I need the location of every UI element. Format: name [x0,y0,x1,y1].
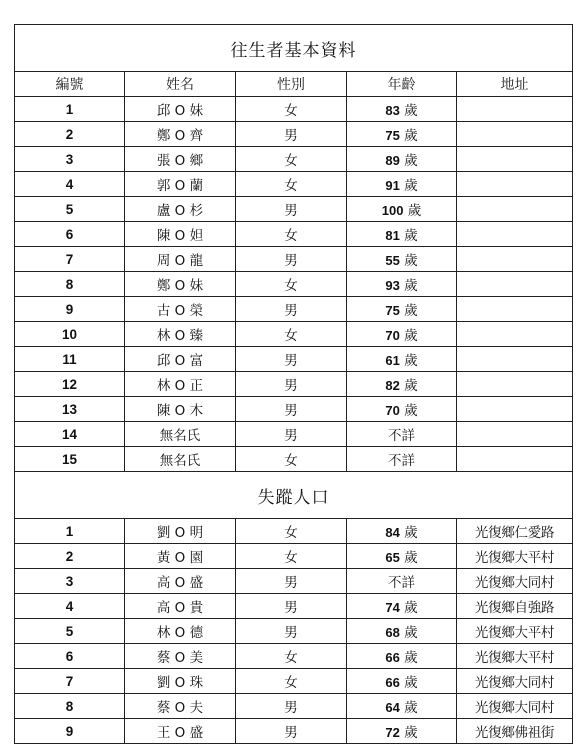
row-age [347,197,457,222]
row-name: 陳 O 妲 [125,222,236,247]
row-name: 邱 O 富 [125,347,236,372]
table-row [15,372,573,397]
row-number: 8 [15,694,125,719]
table-row [15,197,573,222]
row-number: 12 [15,372,125,397]
row-age [347,322,457,347]
row-sex: 女 [236,447,347,472]
row-age-value: 91 [385,178,400,193]
row-sex: 男 [236,719,347,744]
row-name: 林 O 臻 [125,322,236,347]
row-age-value: 83 [385,103,400,118]
row-age-value: 66 [385,650,400,665]
table-row [15,97,573,122]
row-age-value: 61 [385,353,400,368]
row-address [457,272,573,297]
row-age-unit: 歲 [404,403,418,419]
row-age-value: 不詳 [388,428,415,444]
table-row [15,447,573,472]
row-age-value: 89 [385,153,400,168]
row-age-unit: 歲 [404,675,418,691]
row-age-value: 64 [385,700,400,715]
row-address [457,347,573,372]
table-row [15,297,573,322]
row-name: 劉 O 明 [125,519,236,544]
row-age-value: 66 [385,675,400,690]
table-row [15,347,573,372]
row-number: 14 [15,422,125,447]
row-address [457,147,573,172]
section-title-deceased: 往生者基本資料 [15,25,573,72]
row-name: 蔡 O 美 [125,644,236,669]
row-address [457,122,573,147]
row-address [457,297,573,322]
table-row [15,669,573,694]
row-age-unit: 歲 [404,278,418,294]
row-age [347,122,457,147]
row-age [347,347,457,372]
row-age-unit: 歲 [404,725,418,741]
row-number: 2 [15,544,125,569]
row-age-unit: 歲 [404,253,418,269]
row-age-value: 75 [385,128,400,143]
row-address [457,397,573,422]
row-number: 1 [15,97,125,122]
table-row [15,322,573,347]
row-number: 4 [15,172,125,197]
row-name: 高 O 盛 [125,569,236,594]
row-age-value: 55 [385,253,400,268]
table-row [15,569,573,594]
row-age [347,569,457,594]
row-sex: 男 [236,247,347,272]
table-row [15,594,573,619]
row-age-unit: 歲 [404,103,418,119]
table-row [15,122,573,147]
row-address: 光復鄉大同村 [457,694,573,719]
row-sex: 男 [236,694,347,719]
row-age-unit: 歲 [404,600,418,616]
row-name: 周 O 龍 [125,247,236,272]
row-number: 4 [15,594,125,619]
row-age-unit: 歲 [404,128,418,144]
row-number: 10 [15,322,125,347]
row-age [347,594,457,619]
row-age-unit: 歲 [407,203,422,219]
row-sex: 女 [236,172,347,197]
row-age [347,519,457,544]
row-address [457,247,573,272]
row-number: 1 [15,519,125,544]
row-age-value: 不詳 [388,453,415,469]
header-number: 編號 [15,72,125,97]
row-sex: 女 [236,97,347,122]
row-name: 鄭 O 妹 [125,272,236,297]
header-name: 姓名 [125,72,236,97]
row-age-value: 75 [385,303,400,318]
section-title-missing: 失蹤人口 [15,472,573,519]
row-age-unit: 歲 [404,303,418,319]
row-age [347,719,457,744]
row-name: 郭 O 蘭 [125,172,236,197]
row-number: 6 [15,644,125,669]
row-age-value: 100 [381,203,404,218]
row-sex: 男 [236,122,347,147]
table-row [15,247,573,272]
row-address [457,197,573,222]
row-number: 3 [15,147,125,172]
table-row [15,222,573,247]
row-age-unit: 歲 [404,353,418,369]
row-address: 光復鄉自強路 [457,594,573,619]
row-name: 黃 O 園 [125,544,236,569]
row-name: 鄭 O 齊 [125,122,236,147]
row-name: 高 O 貴 [125,594,236,619]
table-row [15,422,573,447]
row-sex: 女 [236,669,347,694]
row-age [347,172,457,197]
row-sex: 男 [236,197,347,222]
row-name: 邱 O 妹 [125,97,236,122]
row-number: 7 [15,669,125,694]
row-age [347,422,457,447]
row-address: 光復鄉大平村 [457,544,573,569]
row-sex: 女 [236,644,347,669]
records-table-body [15,25,573,744]
row-name: 張 O 鄉 [125,147,236,172]
row-address: 光復鄉大同村 [457,569,573,594]
row-age [347,694,457,719]
table-row [15,272,573,297]
row-age-unit: 歲 [404,178,418,194]
row-address: 光復鄉大平村 [457,619,573,644]
table-row [15,544,573,569]
row-address: 光復鄉仁愛路 [457,519,573,544]
row-age-value: 70 [385,403,400,418]
row-age [347,669,457,694]
table-row [15,397,573,422]
row-name: 無名氏 [125,447,236,472]
row-sex: 男 [236,619,347,644]
row-sex: 男 [236,569,347,594]
row-address [457,447,573,472]
row-number: 11 [15,347,125,372]
table-row [15,172,573,197]
row-age [347,247,457,272]
row-age-value: 不詳 [388,575,415,591]
row-name: 無名氏 [125,422,236,447]
row-name: 古 O 榮 [125,297,236,322]
row-address [457,172,573,197]
row-name: 林 O 正 [125,372,236,397]
table-row [15,519,573,544]
row-age [347,644,457,669]
header-row [15,72,573,97]
header-sex: 性別 [236,72,347,97]
row-age [347,147,457,172]
row-age [347,544,457,569]
row-name: 林 O 德 [125,619,236,644]
row-age-value: 84 [385,525,400,540]
row-age-unit: 歲 [404,700,418,716]
row-number: 9 [15,297,125,322]
row-name: 盧 O 杉 [125,197,236,222]
row-name: 蔡 O 夫 [125,694,236,719]
row-age-value: 65 [385,550,400,565]
table-row [15,719,573,744]
row-sex: 女 [236,147,347,172]
row-name: 陳 O 木 [125,397,236,422]
row-name: 王 O 盛 [125,719,236,744]
row-number: 2 [15,122,125,147]
header-address: 地址 [457,72,573,97]
row-age [347,397,457,422]
row-age-unit: 歲 [404,328,418,344]
row-address: 光復鄉大平村 [457,644,573,669]
row-sex: 男 [236,372,347,397]
table-row [15,644,573,669]
row-age-value: 70 [385,328,400,343]
row-address [457,322,573,347]
row-age-unit: 歲 [404,525,418,541]
row-address [457,372,573,397]
row-age-value: 68 [385,625,400,640]
row-number: 7 [15,247,125,272]
row-age [347,272,457,297]
row-age-unit: 歲 [404,153,418,169]
row-address: 光復鄉佛祖街 [457,719,573,744]
records-table [14,24,573,744]
row-number: 6 [15,222,125,247]
row-age-unit: 歲 [404,550,418,566]
row-sex: 女 [236,519,347,544]
row-age [347,619,457,644]
row-number: 3 [15,569,125,594]
row-address [457,97,573,122]
row-number: 13 [15,397,125,422]
row-age-unit: 歲 [404,228,418,244]
row-age [347,297,457,322]
row-age-value: 82 [385,378,400,393]
row-sex: 男 [236,297,347,322]
table-row [15,147,573,172]
row-age [347,372,457,397]
row-number: 8 [15,272,125,297]
row-age-value: 81 [385,228,400,243]
row-age [347,447,457,472]
row-name: 劉 O 珠 [125,669,236,694]
row-number: 5 [15,197,125,222]
header-age: 年齡 [347,72,457,97]
row-sex: 女 [236,272,347,297]
row-sex: 女 [236,544,347,569]
row-number: 5 [15,619,125,644]
row-age-unit: 歲 [404,378,418,394]
row-age [347,222,457,247]
row-age [347,97,457,122]
row-age-unit: 歲 [404,650,418,666]
row-sex: 女 [236,322,347,347]
row-sex: 男 [236,422,347,447]
row-address [457,222,573,247]
table-row [15,694,573,719]
row-age-value: 74 [385,600,400,615]
row-sex: 男 [236,397,347,422]
row-number: 15 [15,447,125,472]
row-address: 光復鄉大同村 [457,669,573,694]
row-age-value: 72 [385,725,400,740]
row-age-value: 93 [385,278,400,293]
row-sex: 男 [236,347,347,372]
row-sex: 男 [236,594,347,619]
row-sex: 女 [236,222,347,247]
table-row [15,619,573,644]
row-number: 9 [15,719,125,744]
row-address [457,422,573,447]
row-age-unit: 歲 [404,625,418,641]
